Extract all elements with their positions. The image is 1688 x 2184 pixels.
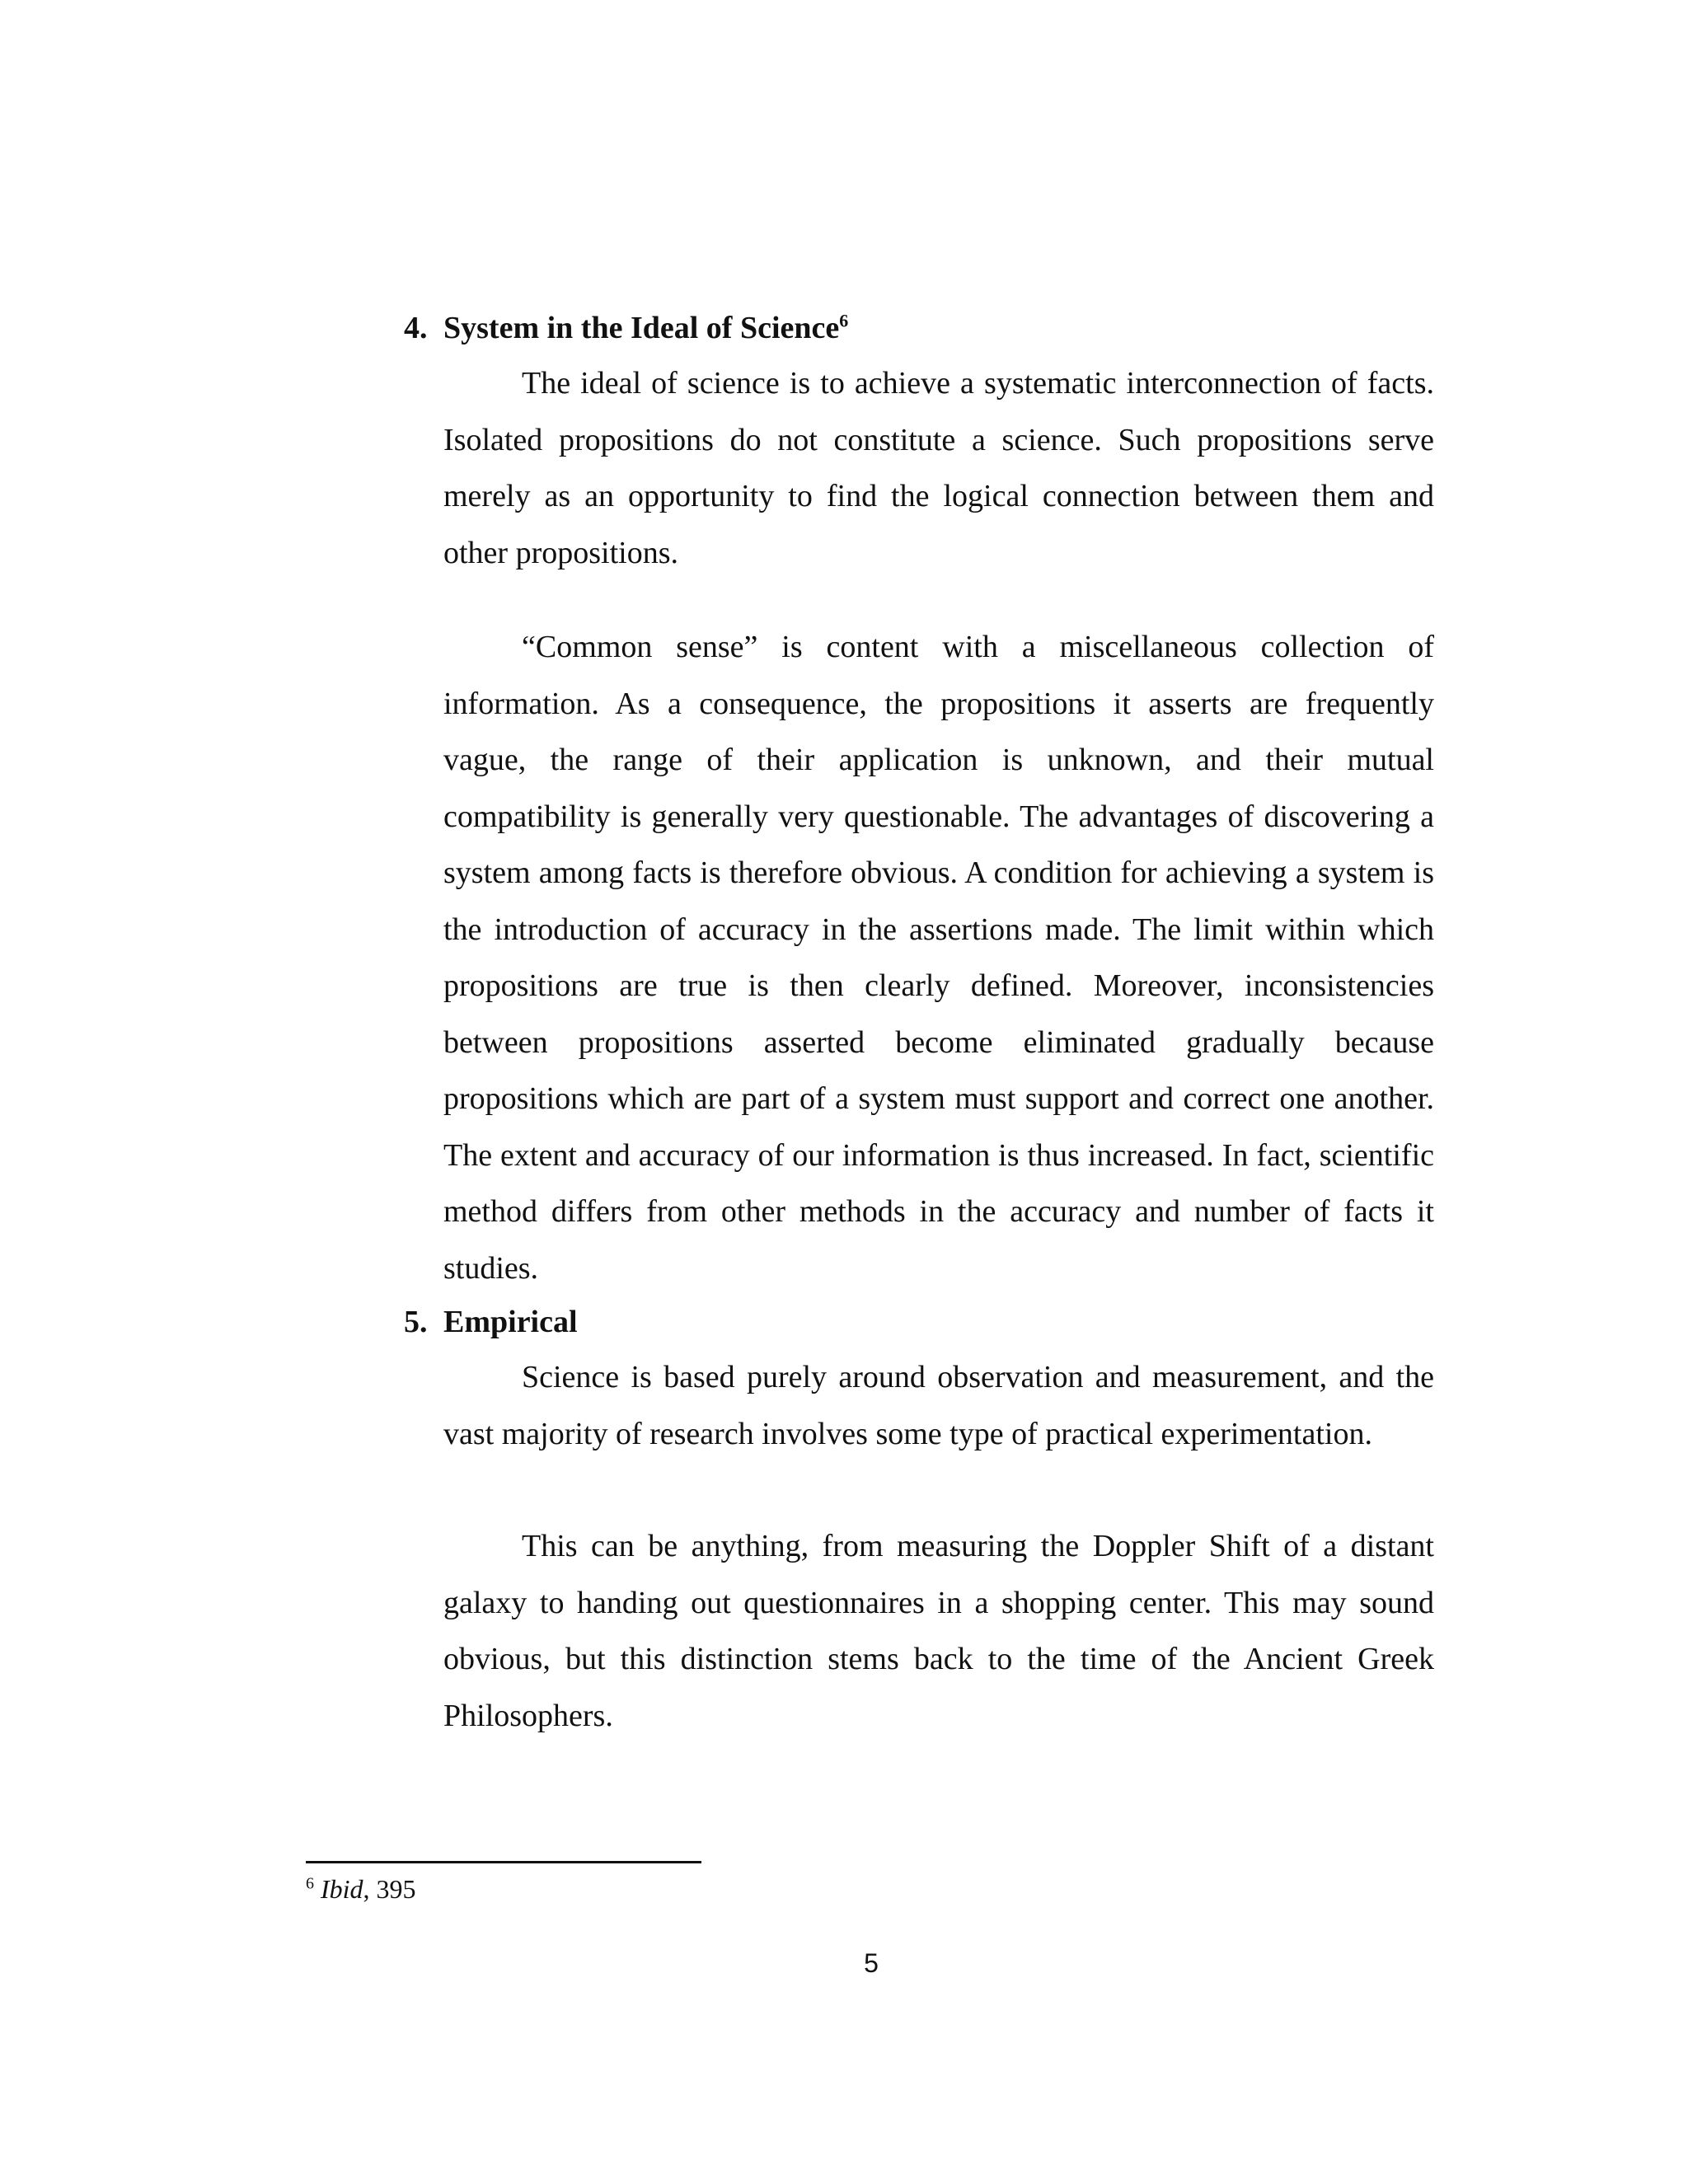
section-5-paragraph-1: Science is based purely around observation and measurement, and the vast majority of research involves some type of practical experimentation. [443, 1360, 1434, 1451]
section-4-paragraph-2: “Common sense” is content with a miscellaneous collection of information. As a consequence, the propositions it asserts are frequently vague, the range of their application is unknown, and their mutual compatibility is generally very questionable. The advantages of discovering a system among facts is therefore obvious. A condition for achieving a system is the introduction of accuracy in the assertions made. The limit within which propositions are true is then clearly defined. Moreover, inconsistencies between propositions asserted become eliminated gradually because propositions which are part of a system must support and correct one another. The extent and accuracy of our information is thus increased. In fact, scientific method differs from other methods in the accuracy and number of facts it studies. [443, 630, 1434, 1286]
section-4-footnote-marker: 6 [839, 310, 849, 331]
footnote-marker: 6 [306, 1874, 314, 1893]
footnote-separator [306, 1861, 701, 1863]
section-5-number: 5. [404, 1305, 428, 1339]
footnote [306, 1872, 416, 1905]
section-5-heading [404, 1301, 578, 1343]
section-5-paragraph-2: This can be anything, from measuring the Doppler Shift of a distant galaxy to handing out questionnaires in a shopping center. This may sound obvious, but this distinction stems back to the time of the Ancient Greek Philosophers. [443, 1529, 1434, 1733]
footnote-source: Ibid [321, 1874, 363, 1904]
footnote-page: , 395 [363, 1874, 416, 1904]
section-4-number: 4. [404, 311, 428, 345]
page-number: 5 [864, 1948, 879, 1978]
section-5-title: Empirical [443, 1305, 578, 1339]
section-4-heading [404, 307, 848, 349]
section-4-title: System in the Ideal of Science [443, 311, 840, 345]
section-4-paragraph-1: The ideal of science is to achieve a systematic interconnection of facts. Isolated propositions do not constitute a science. Such propositions serve merely as an opportunity to find the logical connection between them and other propositions. [443, 366, 1434, 570]
